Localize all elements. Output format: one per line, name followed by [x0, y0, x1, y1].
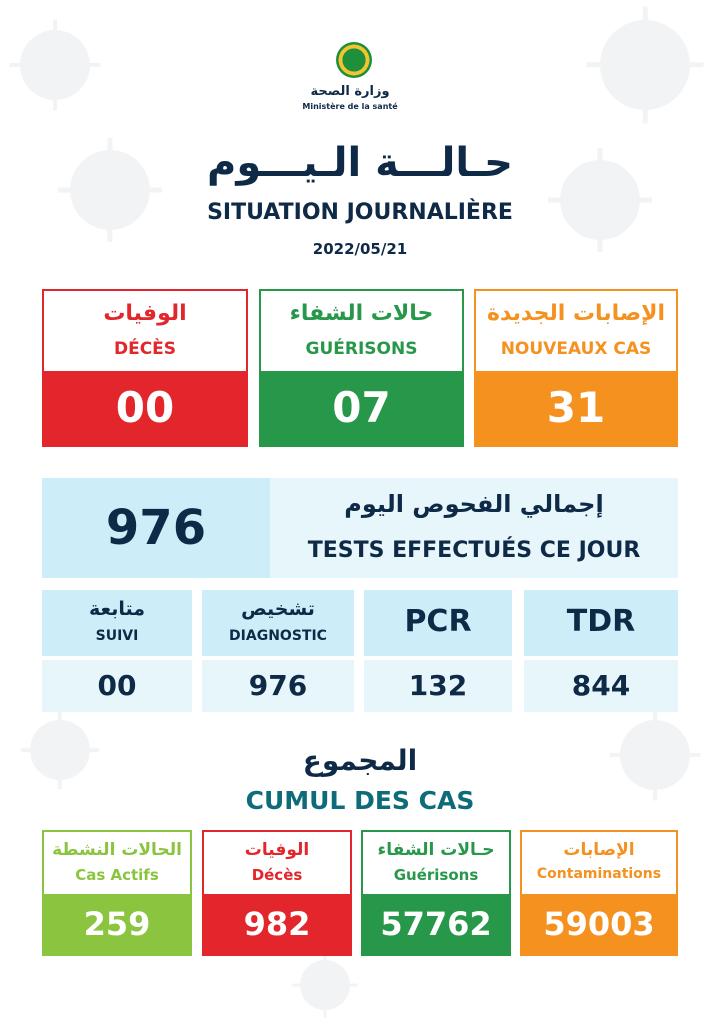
cumulative-title-ar: المجموع	[302, 744, 418, 777]
tests-followup-card	[42, 590, 192, 712]
ministry-name-fr: Ministère de la santé	[302, 102, 398, 111]
daily-new-cases-card	[474, 289, 678, 447]
background-virus-icon	[300, 960, 350, 1010]
cumulative-recoveries-label-fr: Guérisons	[393, 866, 479, 884]
tests-pcr-label: PCR	[404, 604, 472, 639]
tests-diagnostic-card	[202, 590, 354, 712]
background-virus-icon	[600, 20, 690, 110]
daily-deaths-card	[42, 289, 248, 447]
tests-pcr-card	[364, 590, 512, 712]
daily-recoveries-value: 07	[261, 371, 462, 445]
tests-total-value: 976	[42, 478, 270, 578]
tests-diagnostic-value: 976	[202, 660, 354, 712]
cumulative-contaminations-card	[520, 830, 678, 956]
page-title-fr: SITUATION JOURNALIÈRE	[207, 200, 513, 225]
cumulative-contaminations-label-fr: Contaminations	[536, 866, 662, 882]
ministry-name-ar: وزارة الصحة	[310, 84, 390, 99]
tests-diagnostic-label-ar: تشخيص	[241, 598, 315, 620]
cumulative-active-card	[42, 830, 192, 956]
cumulative-title-fr: CUMUL DES CAS	[245, 786, 475, 815]
tests-diagnostic-label-fr: DIAGNOSTIC	[229, 628, 327, 644]
page-title-ar: حـالـــة الـيـــوم	[207, 140, 513, 186]
daily-new-cases-label-ar: الإصابات الجديدة	[486, 301, 666, 326]
tests-followup-label-fr: SUIVI	[95, 628, 139, 644]
ministry-logo	[336, 42, 372, 78]
daily-deaths-value: 00	[44, 371, 246, 445]
tests-followup-value: 00	[42, 660, 192, 712]
daily-new-cases-label-fr: NOUVEAUX CAS	[500, 339, 652, 359]
cumulative-deaths-card	[202, 830, 352, 956]
tests-followup-label-ar: متابعة	[88, 598, 146, 620]
cumulative-contaminations-value: 59003	[522, 894, 676, 954]
tests-tdr-card	[524, 590, 678, 712]
daily-deaths-label-ar: الوفيات	[103, 301, 187, 326]
daily-recoveries-card	[259, 289, 464, 447]
daily-deaths-label-fr: DÉCÈS	[113, 339, 177, 359]
tests-total-label-ar: إجمالي الفحوص اليوم	[344, 490, 604, 518]
cumulative-recoveries-value: 57762	[363, 894, 509, 954]
cumulative-contaminations-label-ar: الإصابات	[563, 840, 635, 860]
report-date: 2022/05/21	[312, 240, 408, 258]
cumulative-active-label-ar: الحالات النشطة	[52, 840, 182, 860]
cumulative-deaths-label-fr: Décès	[251, 866, 303, 884]
daily-recoveries-label-fr: GUÉRISONS	[305, 339, 418, 359]
cumulative-deaths-label-ar: الوفيات	[244, 840, 310, 860]
daily-new-cases-value: 31	[476, 371, 676, 445]
tests-total-label-fr: TESTS EFFECTUÉS CE JOUR	[307, 538, 641, 563]
background-virus-icon	[20, 30, 90, 100]
cumulative-active-label-fr: Cas Actifs	[75, 866, 159, 884]
tests-pcr-value: 132	[364, 660, 512, 712]
cumulative-active-value: 259	[44, 894, 190, 954]
cumulative-recoveries-label-ar: حـالات الشفاء	[377, 840, 495, 860]
tests-tdr-label: TDR	[566, 604, 636, 639]
cumulative-deaths-value: 982	[204, 894, 350, 954]
tests-tdr-value: 844	[524, 660, 678, 712]
cumulative-recoveries-card	[361, 830, 511, 956]
daily-recoveries-label-ar: حالات الشفاء	[289, 301, 434, 326]
